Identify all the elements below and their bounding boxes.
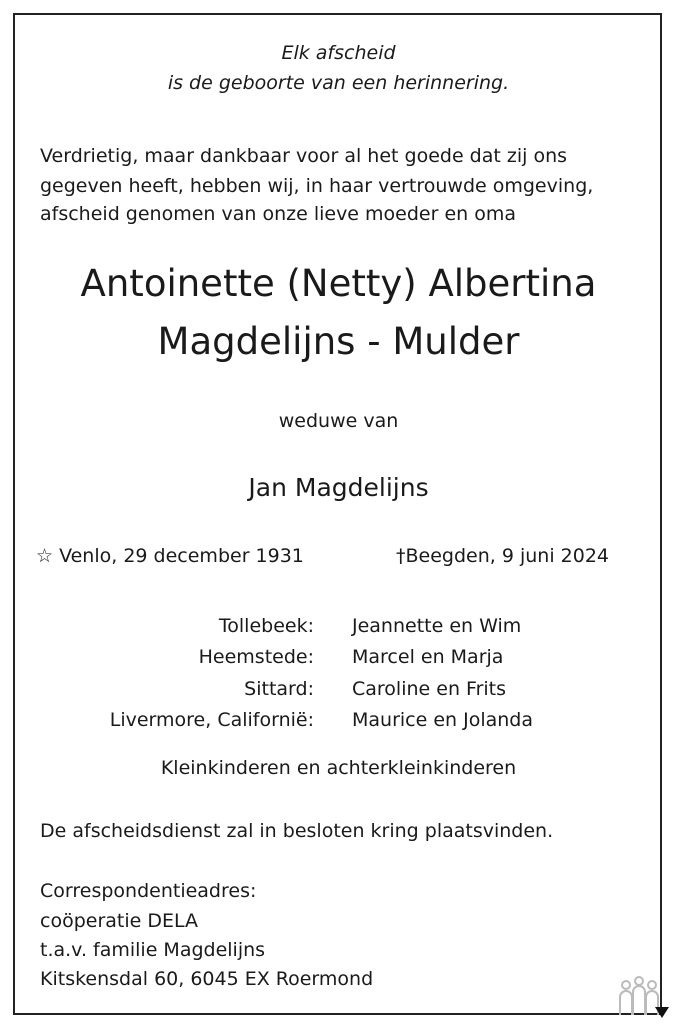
correspondence-label: Correspondentieadres:	[40, 880, 257, 902]
correspondence-line-3: Kitskensdal 60, 6045 EX Roermond	[40, 968, 374, 990]
widow-label: weduwe van	[278, 410, 399, 432]
birth-text: Venlo, 29 december 1931	[59, 545, 304, 567]
family-place: Tollebeek:	[218, 615, 314, 637]
motto-line-1: Elk afscheid	[281, 42, 396, 64]
correspondence-line-2: t.a.v. familie Magdelijns	[40, 939, 266, 961]
service-notice: De afscheidsdienst zal in besloten kring plaatsvinden.	[40, 820, 554, 842]
spouse-name: Jan Magdelijns	[248, 473, 429, 502]
family-names: Jeannette en Wim	[352, 615, 522, 637]
cross-icon: †	[396, 545, 406, 567]
family-place: Heemstede:	[198, 646, 314, 668]
star-icon: ☆	[36, 545, 54, 567]
birth-info	[36, 545, 304, 567]
death-info	[396, 545, 609, 567]
triangle-down-icon[interactable]	[655, 1007, 669, 1018]
intro-line-1: Verdrietig, maar dankbaar voor al het goede dat zij ons	[40, 145, 568, 167]
family-names: Marcel en Marja	[352, 646, 504, 668]
family-names: Caroline en Frits	[352, 678, 507, 700]
deceased-name-line-1: Antoinette (Netty) Albertina	[80, 262, 597, 305]
family-names: Maurice en Jolanda	[352, 709, 534, 731]
death-text: Beegden, 9 juni 2024	[405, 545, 610, 567]
family-place: Sittard:	[244, 678, 314, 700]
deceased-name-line-2: Magdelijns - Mulder	[157, 320, 520, 363]
intro-line-2: gegeven heeft, hebben wij, in haar vertrouwde omgeving,	[40, 175, 594, 197]
grandchildren-line: Kleinkinderen en achterkleinkinderen	[160, 757, 517, 779]
intro-line-3: afscheid genomen van onze lieve moeder en oma	[40, 203, 517, 225]
motto-line-2: is de geboorte van een herinnering.	[167, 72, 510, 94]
family-place: Livermore, Californië:	[109, 709, 314, 731]
correspondence-line-1: coöperatie DELA	[40, 910, 199, 932]
